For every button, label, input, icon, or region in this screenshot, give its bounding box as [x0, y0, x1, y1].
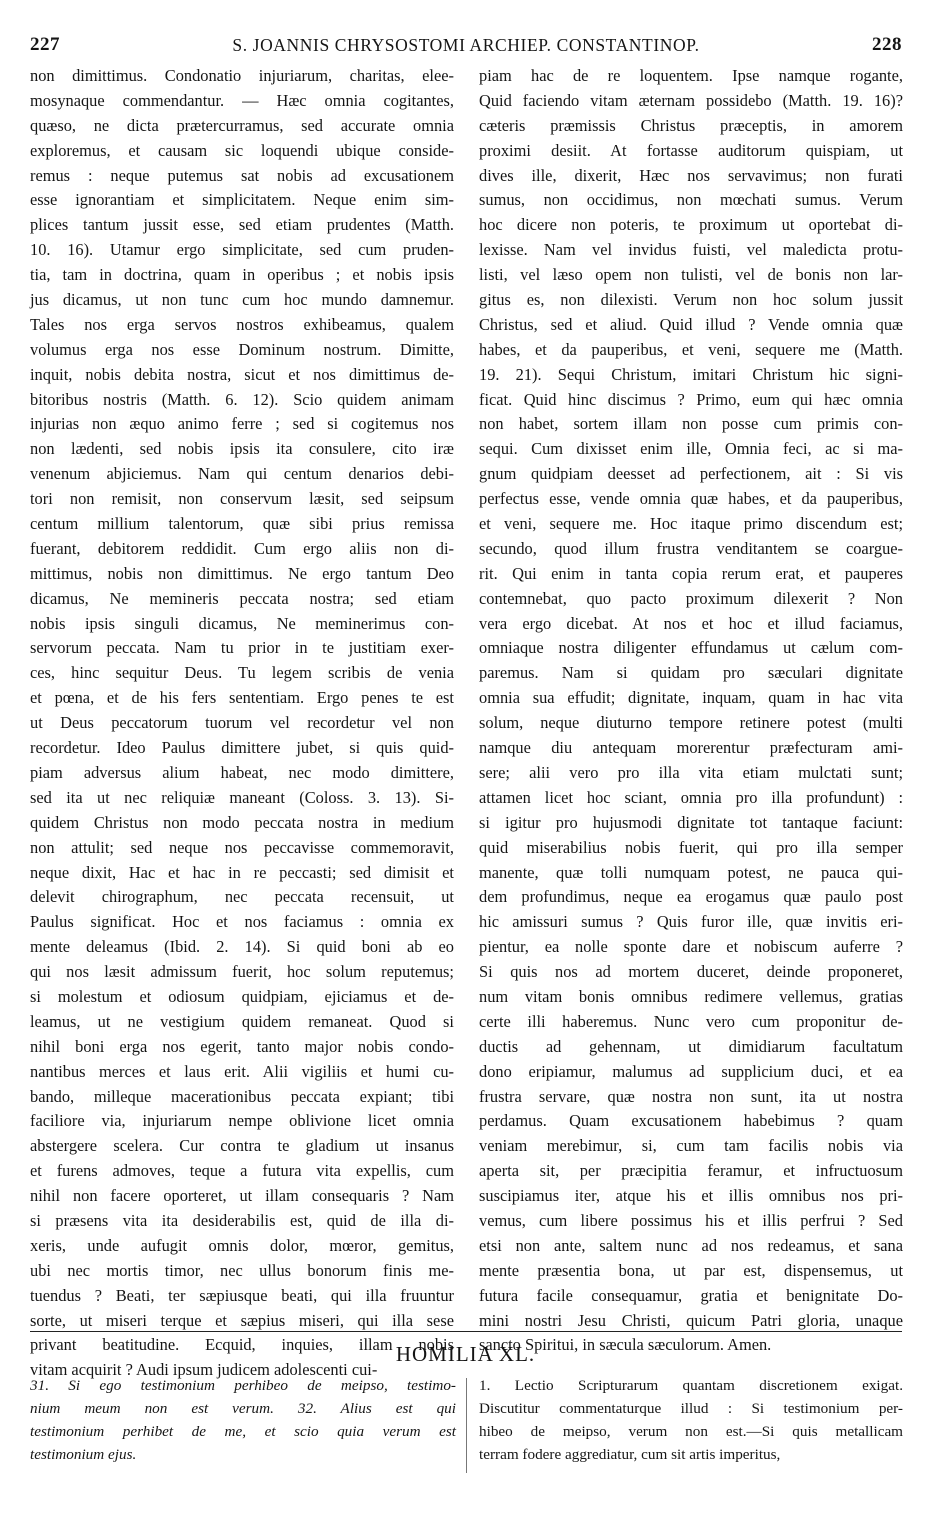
text-line: 10. 16). Utamur ergo simplicitate, sed cum pruden-	[30, 240, 454, 260]
homily-line: hibeo de meipso, verum non est.—Si quis metallicam	[479, 1423, 903, 1440]
text-line: dem profundimus, neque ea erogamus quæ paulo post	[479, 887, 903, 907]
text-line: piam hac de re loquentem. Ipse namque rogante,	[479, 66, 903, 85]
scripture-line: testimonium perhibet de me, et scio quia verum est	[30, 1423, 456, 1440]
text-line: dicamus, Ne memineris peccata nostra; sed etiam	[30, 588, 454, 608]
running-title: S. JOANNIS CHRYSOSTOMI ARCHIEP. CONSTANTINOP.	[232, 35, 700, 55]
section-divider	[30, 1331, 902, 1332]
text-line: privant beatitudine. Ecquid, inquies, illam nobis	[30, 1335, 454, 1355]
text-line: ubi nec mortis timor, nec ullus bonorum finis me-	[30, 1260, 454, 1280]
text-line: mosynaque commendantur. — Hæc omnia cogitantes,	[30, 90, 454, 110]
text-line: plices tantum jussit esse, sed etiam prudentes (Matth.	[30, 215, 454, 235]
homily-line: 1. Lectio Scripturarum quantam discretionem exigat.	[479, 1377, 903, 1394]
text-line: fuerant, debitorem reddidit. Cum ergo aliis non di-	[30, 538, 454, 558]
text-line: etsi non ante, saltem nunc ad nos redeamus, et sana	[479, 1235, 903, 1255]
text-line: omnia sua effudit; dignitate, inquam, quam in hac vita	[479, 688, 903, 708]
scripture-line: nium meum non est verum. 32. Alius est qui	[30, 1400, 456, 1417]
homily-line: terram fodere aggrediatur, cum sit artis imperitus,	[479, 1446, 781, 1463]
text-line: mittimus, nobis non dimittimus. Ne ergo tantum Deo	[30, 563, 454, 583]
text-line: remus : neque putemus sat nobis ad excusationem	[30, 165, 454, 185]
column-divider	[466, 1378, 467, 1473]
page-number-right: 228	[872, 34, 902, 55]
text-line: sancto Spiritui, in sæcula sæculorum. Amen.	[479, 1335, 772, 1355]
text-line: quid miserabilius nobis fuerit, qui pro illa semper	[479, 837, 903, 857]
running-header	[30, 34, 902, 60]
text-line: volumus erga nos esse Dominum nostrum. Dimitte,	[30, 339, 454, 359]
text-line: bando, milleque macerationibus peccata expiant; tibi	[30, 1086, 454, 1106]
text-column-right	[479, 64, 903, 1358]
text-line: exploremus, et causam sic loquendi ubique conside-	[30, 140, 454, 160]
text-line: qui nos læsit admissum fuerit, hoc solum reputemus;	[30, 962, 454, 982]
text-line: lexisse. Nam vel invidus fuisti, vel maledicta protu-	[479, 240, 903, 260]
text-line: centum millium talentorum, quæ sibi prius remissa	[30, 514, 454, 534]
text-line: ductis ad gehennam, ut dimidiarum facultatum	[479, 1036, 903, 1056]
text-line: perdamus. Quam excusationem habebimus ? quam	[479, 1111, 903, 1131]
text-line: piam adversus alium habeat, nec modo dimittere,	[30, 762, 454, 782]
text-line: bitoribus nostris (Matth. 6. 12). Scio quidem animam	[30, 389, 454, 409]
text-line: ces, hinc sequitur Deus. Tu legem scribis de venia	[30, 663, 454, 683]
text-line: perfectus esse, vende omnia quæ habes, et da pauperibus,	[479, 489, 903, 509]
text-line: hic amissuri sumus ? Quis furor ille, quæ invitis eri-	[479, 912, 903, 932]
text-line: nihil non facere oporteret, ut illam consequaris ? Nam	[30, 1186, 454, 1206]
text-line: secundo, quod illum frustra venditantem se coargue-	[479, 538, 903, 558]
homily-line: Discutitur commentaturque illud : Si testimonium per-	[479, 1400, 903, 1417]
text-line: Si quis nos ad mortem duceret, deinde proponeret,	[479, 962, 903, 982]
text-line: vemus, cum libere possimus his et illis perfrui ? Sed	[479, 1210, 903, 1230]
text-line: mini nostri Jesu Christi, quicum Patri gloria, unaque	[479, 1310, 903, 1330]
text-line: recordetur. Ideo Paulus dimittere jubet, si quis quid-	[30, 738, 454, 758]
scripture-line: 31. Si ego testimonium perhibeo de meipso, testimo-	[30, 1377, 456, 1394]
text-line: si molestum et odiosum quidpiam, ejiciamus et de-	[30, 986, 454, 1006]
text-line: contemnebat, quo pacto proximum dilexerit ? Non	[479, 588, 903, 608]
text-line: 19. 21). Sequi Christum, imitari Christum hic signi-	[479, 364, 903, 384]
text-line: vitam acquirit ? Audi ipsum judicem adolescenti cui-	[30, 1360, 378, 1380]
page-number-left: 227	[30, 34, 60, 55]
text-line: sed ita ut nec reliquiæ maneant (Coloss. 3. 13). Si-	[30, 787, 454, 807]
text-line: mente deleamus (Ibid. 2. 14). Si quid boni ab eo	[30, 937, 454, 957]
text-line: manente, quæ tolli numquam potest, ne pauca qui-	[479, 862, 903, 882]
text-line: rit. Qui enim in tanta copia rerum erat, et pauperes	[479, 563, 903, 583]
text-line: tori non remisit, non conservum læsit, sed seipsum	[30, 489, 454, 509]
text-line: futura facile consequamur, gratia et benignitate Do-	[479, 1285, 903, 1305]
text-line: delevit chirographum, nec peccata recensuit, ut	[30, 887, 454, 907]
text-line: si præsens vita ita desiderabilis est, quid de illa di-	[30, 1210, 454, 1230]
text-line: ut Deus peccatorum tuorum vel recordetur vel non	[30, 713, 454, 733]
text-line: frustra servare, quæ nostra non sunt, ita ut nostra	[479, 1086, 903, 1106]
scripture-line: testimonium ejus.	[30, 1446, 137, 1463]
text-line: solum, neque diuturno tempore retinere potest (multi	[479, 713, 903, 733]
text-line: pientur, ea nolle sponte dare et nobiscum auferre ?	[479, 937, 903, 957]
text-line: dives ille, dixerit, Hæc nos servavimus; non furati	[479, 165, 903, 185]
text-line: gnum quidpiam deesset ad perfectionem, ait : Si vis	[479, 464, 903, 484]
text-line: et furens admoves, teque a futura vita expellis, cum	[30, 1161, 454, 1181]
text-line: aperta sit, per præcipitia feramur, et infructuosum	[479, 1161, 903, 1181]
text-line: faciliore via, injuriarum nempe oblivione licet omnia	[30, 1111, 454, 1131]
text-line: habes, et da pauperibus, et veni, sequere me (Matth.	[479, 339, 903, 359]
homily-opening-text	[479, 1374, 903, 1466]
text-line: venenum abjiciemus. Nam qui centum denarios debi-	[30, 464, 454, 484]
text-line: non habet, sortem illam non posse cum primis con-	[479, 414, 903, 434]
text-line: non lædenti, sed nobis ipsis ita consulere, cito iræ	[30, 439, 454, 459]
text-line: tuendus ? Beati, ter sæpiusque beati, qui illa fruuntur	[30, 1285, 454, 1305]
text-line: paremus. Nam si quidam pro sæculari dignitate	[479, 663, 903, 683]
text-line: proximi desiit. At fortasse auditorum quispiam, ut	[479, 140, 903, 160]
text-line: injurias non æquo animo ferre ; sed si cogitemus nos	[30, 414, 454, 434]
text-line: cæteris præmissis Christus præceptis, in amorem	[479, 115, 903, 135]
text-line: jus dicamus, ut non tunc cum hoc mundo damnemur.	[30, 290, 454, 310]
text-line: hoc dicere non poteris, te proximum ut oportebat di-	[479, 215, 903, 235]
text-line: ficat. Quid hinc discimus ? Primo, eum qui hæc omnia	[479, 389, 903, 409]
text-line: mente præsentia bona, ut par est, dispensemus, ut	[479, 1260, 903, 1280]
text-line: sequi. Cum dixisset enim ille, Omnia feci, ac si ma-	[479, 439, 903, 459]
scripture-text	[30, 1374, 456, 1466]
text-line: quidem Christus non modo peccata nostra in medium	[30, 812, 454, 832]
text-line: Christus, sed et aliud. Quid illud ? Vende omnia quæ	[479, 314, 903, 334]
text-line: non attulit; sed neque nos peccavisse commemoravit,	[30, 837, 454, 857]
text-line: neque dixit, Hac et hac in re peccasti; sed dimisit et	[30, 862, 454, 882]
text-line: quæso, ne dicta prætercurramus, sed accurate omnia	[30, 115, 454, 135]
text-line: Tales nos erga servos nostros exhibeamus, qualem	[30, 314, 454, 334]
text-line: Quid faciendo vitam æternam possidebo (Matth. 19. 16)?	[479, 90, 903, 110]
text-line: xeris, unde aufugit omnis dolor, mœror, gemitus,	[30, 1235, 454, 1255]
text-line: inquit, nobis debita nostra, sicut et nos dimittimus de-	[30, 364, 454, 384]
text-line: attamen licet hoc sciant, omnia pro illa profundunt) :	[479, 787, 903, 807]
text-line: sumus, non occidimus, non mœchati sumus. Verum	[479, 190, 903, 210]
text-line: esse ignorantiam et simplicitatem. Neque enim sim-	[30, 190, 454, 210]
text-line: dono eripiamur, malumus ad supplicium duci, et ea	[479, 1061, 903, 1081]
text-line: nantibus merces et laus erit. Alii vigiliis et humi cu-	[30, 1061, 454, 1081]
text-line: nobis ipsis singuli dicamus, Ne meminerimus con-	[30, 613, 454, 633]
text-line: tia, tam in doctrina, quam in operibus ; et nobis ipsis	[30, 265, 454, 285]
text-line: gitus es, non dilexisti. Verum non hoc solum jussit	[479, 290, 903, 310]
text-line: abstergere scelera. Cur contra te gladium ut insanus	[30, 1136, 454, 1156]
text-line: si igitur pro hujusmodi dignitate tot tantaque faciunt:	[479, 812, 903, 832]
text-line: num vitam bonis omnibus redimere vellemus, gratias	[479, 986, 903, 1006]
text-line: non dimittimus. Condonatio injuriarum, charitas, elee-	[30, 66, 454, 85]
text-line: veniam merebimur, si, cum tam facilis nobis via	[479, 1136, 903, 1156]
text-line: sorte, ut miseri terque et sæpius miseri, qui illa sese	[30, 1310, 454, 1330]
text-line: omniaque nostra diligenter effundamus ut cælum com-	[479, 638, 903, 658]
text-line: servorum peccata. Nam tu prior in te justitiam exer-	[30, 638, 454, 658]
text-line: certe illi haberemus. Nunc vero cum proponitur de-	[479, 1011, 903, 1031]
text-column-left	[30, 64, 454, 1383]
homily-heading: HOMILIA XL.	[395, 1342, 536, 1366]
text-line: listi, vel læso opem non tulisti, vel de bonis non lar-	[479, 265, 903, 285]
text-line: et pœna, et de his fers sententiam. Ergo penes te est	[30, 688, 454, 708]
text-line: namque diu antequam morerentur præfecturam ami-	[479, 738, 903, 758]
text-line: nihil boni erga nos egerit, tanto major nobis condo-	[30, 1036, 454, 1056]
text-line: Paulus significat. Hoc et nos faciamus : omnia ex	[30, 912, 454, 932]
text-line: et veni, sequere me. Hoc itaque primo discendum est;	[479, 514, 903, 534]
text-line: vera ergo dicebat. At nos et hoc et illud faciamus,	[479, 613, 903, 633]
text-line: sere; alii vero pro illa vita etiam mulctati sunt;	[479, 762, 903, 782]
text-line: suscipiamus iter, atque his et illis omnibus nos pri-	[479, 1186, 903, 1206]
text-line: leamus, ut ne vestigium quidem remaneat. Quod si	[30, 1011, 454, 1031]
